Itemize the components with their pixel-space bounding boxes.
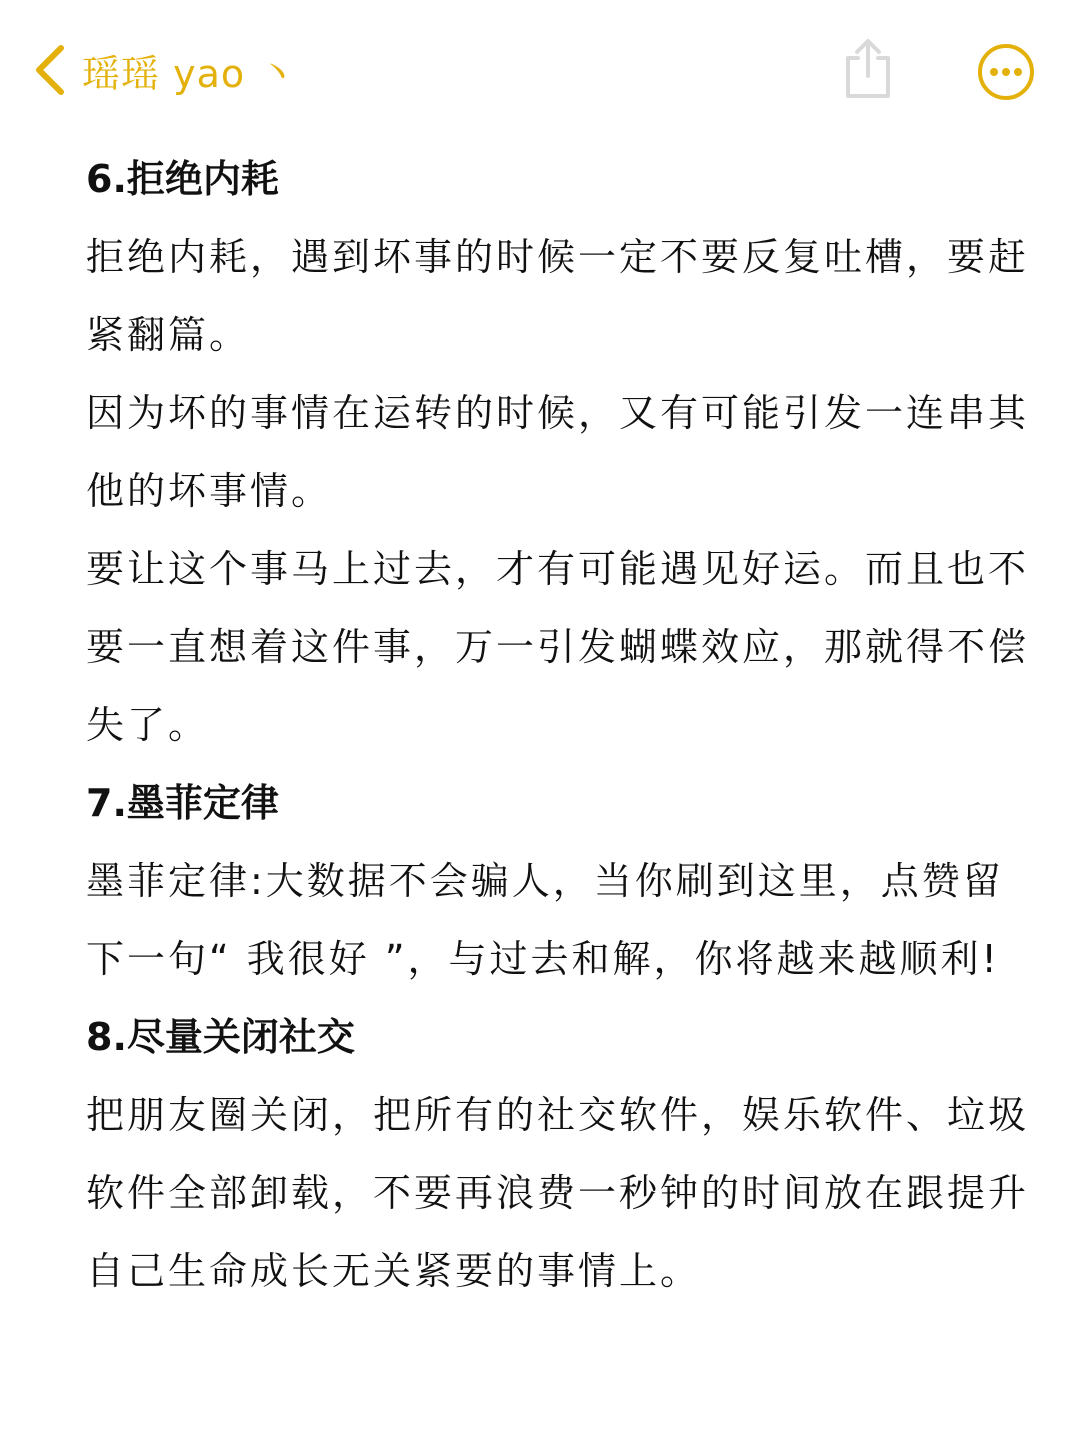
section-8 bbox=[86, 998, 1036, 1310]
paragraph: 因为坏的事情在运转的时候，又有可能引发一连串其他的坏事情。 bbox=[86, 391, 1030, 513]
chevron-left-icon bbox=[28, 40, 72, 100]
paragraph: 墨菲定律:大数据不会骗人，当你刷到这里，点赞留下一句“ 我很好 ”，与过去和解，你将越来越顺利! bbox=[86, 859, 1004, 981]
share-button[interactable] bbox=[840, 36, 896, 102]
share-icon bbox=[840, 87, 896, 106]
section-title: 6.拒绝内耗 bbox=[86, 157, 279, 201]
navigation-bar bbox=[0, 0, 1080, 140]
paragraph: 拒绝内耗，遇到坏事的时候一定不要反复吐槽，要赶紧翻篇。 bbox=[86, 235, 1030, 357]
paragraph: 要让这个事马上过去，才有可能遇见好运。而且也不要一直想着这件事，万一引发蝴蝶效应，那就得不偿失了。 bbox=[86, 547, 1030, 747]
more-options-icon bbox=[976, 87, 1036, 106]
paragraph: 把朋友圈关闭，把所有的社交软件，娱乐软件、垃圾软件全部卸载，不要再浪费一秒钟的时间放在跟提升自己生命成长无关紧要的事情上。 bbox=[86, 1093, 1030, 1293]
more-options-button[interactable] bbox=[976, 42, 1036, 102]
note-content bbox=[86, 140, 1036, 1310]
section-title: 7.墨菲定律 bbox=[86, 781, 279, 825]
section-title: 8.尽量关闭社交 bbox=[86, 1015, 355, 1059]
back-label: 瑶瑶 yao 丶 bbox=[82, 51, 298, 96]
section-7 bbox=[86, 764, 1036, 998]
section-6 bbox=[86, 140, 1036, 764]
back-button[interactable] bbox=[28, 40, 297, 100]
